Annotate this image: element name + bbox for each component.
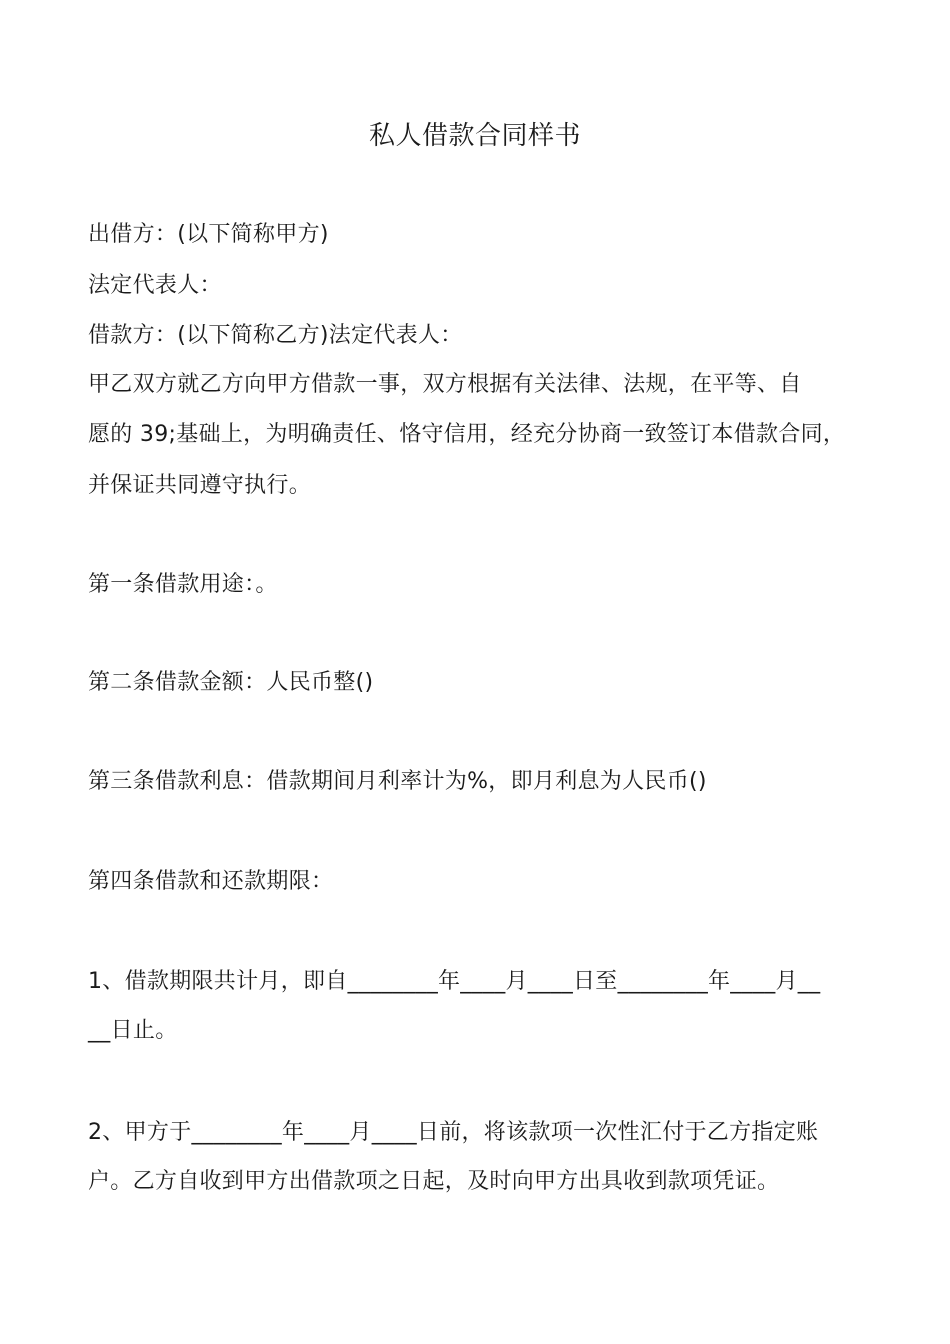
borrower-line: 借款方：(以下简称乙方)法定代表人：: [88, 323, 463, 348]
item-1-line-2: __日止。: [88, 1018, 178, 1043]
item-1-line-1: 1、借款期限共计月，即自________年____月____日至________年____月__: [88, 969, 821, 994]
lender-representative-line: 法定代表人：: [88, 273, 222, 298]
item-2-line-2: 户。乙方自收到甲方出借款项之日起，及时向甲方出具收到款项凭证。: [88, 1169, 780, 1194]
preamble-line-3: 并保证共同遵守执行。: [88, 473, 312, 498]
article-3: 第三条借款利息：借款期间月利率计为%，即月利息为人民币(): [88, 769, 707, 794]
item-2-line-1: 2、甲方于________年____月____日前，将该款项一次性汇付于乙方指定账: [88, 1120, 819, 1145]
preamble-line-2: 愿的 39;基础上，为明确责任、恪守信用，经充分协商一致签订本借款合同，: [88, 422, 846, 447]
article-4: 第四条借款和还款期限：: [88, 869, 334, 894]
preamble-line-1: 甲乙双方就乙方向甲方借款一事，双方根据有关法律、法规，在平等、自: [88, 372, 802, 397]
lender-line: 出借方：(以下简称甲方): [88, 222, 329, 247]
article-2: 第二条借款金额：人民币整(): [88, 670, 374, 695]
document-title: 私人借款合同样书: [368, 121, 581, 151]
article-1: 第一条借款用途：。: [88, 572, 278, 597]
